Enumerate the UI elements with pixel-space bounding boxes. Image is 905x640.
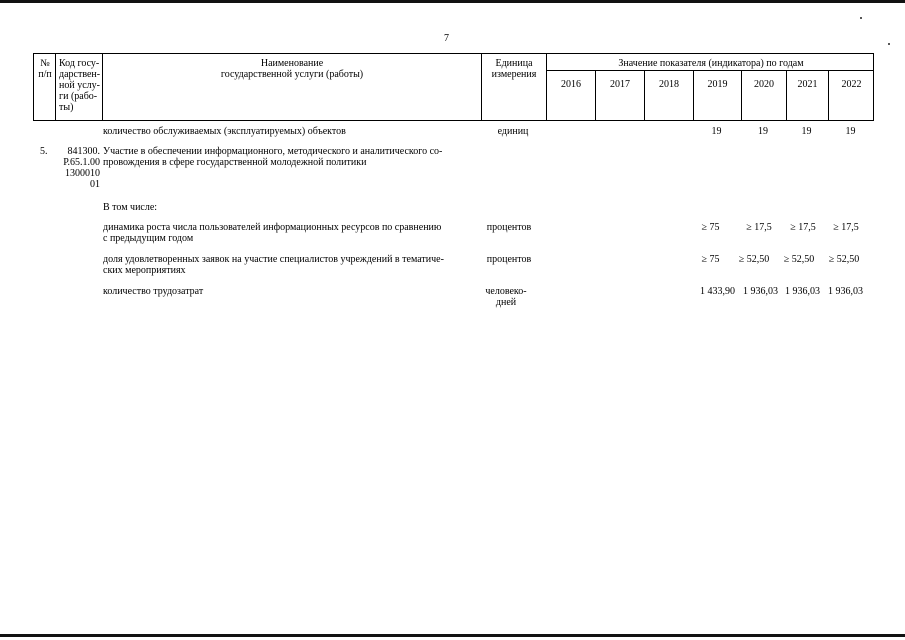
value-2020: 19 bbox=[758, 126, 768, 137]
value-2019: 1 433,90 bbox=[700, 286, 735, 297]
header-code: Код госу- дарствен- ной услу- ги (рабо- ты) bbox=[59, 58, 101, 113]
row-name: Участие в обеспечении информационного, методического и аналитического со- провождения в сфере государственной молодежной политики bbox=[103, 146, 443, 168]
header-year: 2016 bbox=[561, 79, 581, 90]
scan-bottom-edge bbox=[0, 634, 905, 637]
row-name: В том числе: bbox=[103, 202, 158, 213]
value-2022: ≥ 52,50 bbox=[828, 254, 860, 265]
header-year: 2019 bbox=[707, 79, 728, 90]
scan-top-edge bbox=[0, 0, 905, 3]
row-name: количество трудозатрат bbox=[103, 286, 204, 297]
row-name: доля удовлетворенных заявок на участие специалистов учреждений в тематиче- ских мероприятиях bbox=[103, 254, 444, 276]
header-year: 2022 bbox=[841, 79, 862, 90]
header-values-title: Значение показателя (индикатора) по годам bbox=[618, 58, 804, 69]
value-2022: 19 bbox=[845, 126, 856, 137]
row-name: динамика роста числа пользователей информационных ресурсов по сравнению с предыдущим годом bbox=[103, 222, 442, 244]
value-2020: 1 936,03 bbox=[743, 286, 778, 297]
header-year: 2021 bbox=[797, 79, 818, 90]
scan-speck bbox=[888, 43, 890, 45]
value-2020: ≥ 17,5 bbox=[746, 222, 772, 233]
row-code: 841300. Р.65.1.00 1300010 01 bbox=[63, 146, 100, 190]
header-year: 2018 bbox=[659, 79, 679, 90]
value-2021: 19 bbox=[801, 126, 812, 137]
value-2019: ≥ 75 bbox=[701, 222, 720, 233]
value-2021: ≥ 52,50 bbox=[783, 254, 815, 265]
value-2019: 19 bbox=[711, 126, 722, 137]
row-unit: человеко- дней bbox=[485, 286, 527, 308]
table-header bbox=[33, 53, 874, 121]
header-unit: Единица измерения bbox=[491, 58, 537, 80]
scan-speck bbox=[860, 17, 862, 19]
row-name: количество обслуживаемых (эксплуатируемых) объектов bbox=[103, 126, 346, 137]
row-unit: единиц bbox=[497, 126, 529, 137]
value-2022: 1 936,03 bbox=[828, 286, 863, 297]
value-2021: 1 936,03 bbox=[785, 286, 820, 297]
header-name: Наименование государственной услуги (работы) bbox=[220, 58, 364, 80]
page-number: 7 bbox=[444, 33, 449, 44]
row-number: 5. bbox=[40, 146, 48, 157]
row-unit: процентов bbox=[486, 254, 532, 265]
header-no: № п/п bbox=[38, 58, 52, 80]
value-2020: ≥ 52,50 bbox=[738, 254, 770, 265]
header-year: 2020 bbox=[754, 79, 774, 90]
value-2019: ≥ 75 bbox=[701, 254, 720, 265]
header-year: 2017 bbox=[610, 79, 630, 90]
row-unit: процентов bbox=[486, 222, 532, 233]
value-2021: ≥ 17,5 bbox=[790, 222, 816, 233]
value-2022: ≥ 17,5 bbox=[833, 222, 859, 233]
